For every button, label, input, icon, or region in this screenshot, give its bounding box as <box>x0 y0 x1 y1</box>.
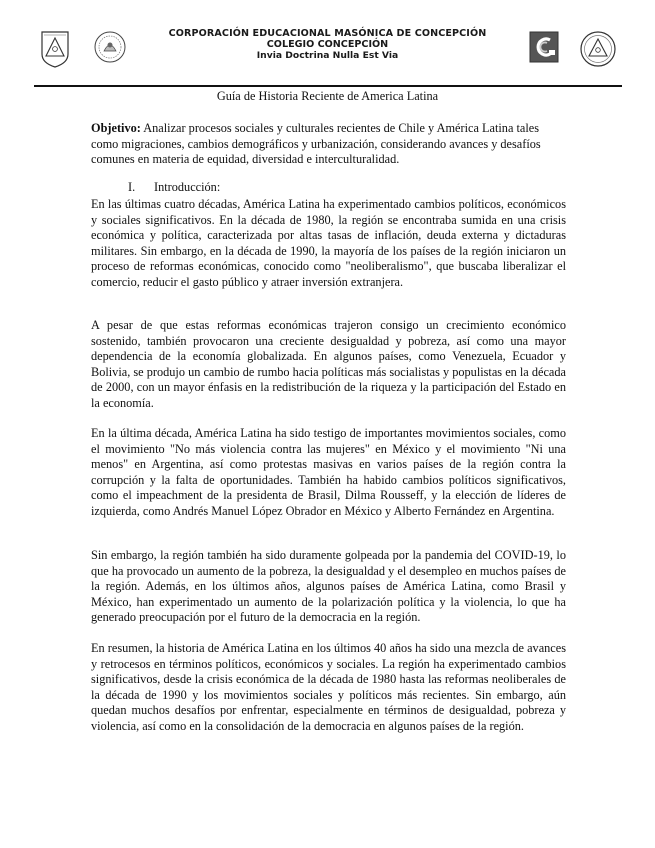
header-motto: Invia Doctrina Nulla Est Via <box>256 50 399 61</box>
objective-block <box>91 121 566 168</box>
paragraph-2: A pesar de que estas reformas económicas trajeron consigo un crecimiento económico sostenido, también provocaron una creciente desigualdad y pobreza, así como una mayor dependencia de la economía globalizada. En algunos países, como Venezuela, Ecuador y Bolivia, se produjo un cambio de rumbo hacia políticas más socialistas y populistas en la década de 2000, con un mayor énfasis en la redistribución de la riqueza y la participación del Estado en la economía. <box>91 318 566 410</box>
triangle-shield-logo-icon <box>40 30 70 68</box>
header-institution: CORPORACIÓN EDUCACIONAL MASÓNICA DE CONCEPCIÓN <box>168 28 487 39</box>
header-divider <box>34 85 622 87</box>
triangle-circle-logo-icon <box>579 30 617 68</box>
seal-emblem-icon <box>93 30 127 64</box>
paragraph-5: En resumen, la historia de América Latina en los últimos 40 años ha sido una mezcla de avances y retrocesos en términos políticos, económicos y sociales. La región ha experimentado cambios significativos, desde la crisis económica de la década de 1980 hasta las reformas neoliberales de la década de 1990 y los movimientos sociales y políticos más recientes. Sin embargo, aún quedan muchos desafíos por enfrentar, especialmente en términos de desigualdad, pobreza y violencia, así como en la consolidación de la democracia en algunos países de la región. <box>91 641 566 733</box>
document-title: Guía de Historia Reciente de America Latina <box>216 89 439 103</box>
section-title: Introducción: <box>154 180 221 194</box>
section-heading <box>128 180 220 196</box>
section-number: I. <box>128 180 136 194</box>
cc-block-logo-icon <box>529 31 559 63</box>
paragraph-4: Sin embargo, la región también ha sido duramente golpeada por la pandemia del COVID-19, lo que ha provocado un aumento de la pobreza, la desigualdad y el desempleo en muchos países de la región. Además, en los últimos años, algunos países de América Latina, como Brasil y México, han experimentado un aumento de la polarización política y la violencia, lo que ha generado preocupación por el futuro de la democracia en la región. <box>91 548 566 624</box>
objective-text: Analizar procesos sociales y culturales recientes de Chile y América Latina tales como migraciones, cambios demográficos y urbanización, considerando avances y desafíos comunes en materia de equidad, diversidad e interculturalidad. <box>91 121 541 166</box>
paragraph-1: En las últimas cuatro décadas, América Latina ha experimentado cambios políticos, económicos y sociales significativos. En la década de 1980, la región se encontraba sumida en una crisis económica y política, caracterizada por altas tasas de inflación, deuda externa y dictaduras militares. Sin embargo, en la década de 1990, la mayoría de los países de la región iniciaron un proceso de reformas económicas, conocido como "neoliberalismo", que buscaba liberalizar el comercio, reducir el gasto público y atraer inversión extranjera. <box>91 197 566 289</box>
header-text-block <box>150 28 505 61</box>
objective-label: Objetivo: <box>91 121 141 135</box>
header-school-name: COLEGIO CONCEPCIÓN <box>266 39 389 50</box>
paragraph-3: En la última década, América Latina ha sido testigo de importantes movimientos sociales, como el movimiento "No más violencia contra las mujeres" en México y el movimiento "Ni una menos" en Argentina, así como protestas masivas en varios países de la región contra la corrupción y la falta de oportunidades. También ha habido cambios políticos significativos, como el impeachment de la presidenta de Brasil, Dilma Rousseff, y la elección de líderes de izquierda, como Andrés Manuel López Obrador en México y Alberto Fernández en Argentina. <box>91 426 566 518</box>
school-header <box>0 22 655 84</box>
